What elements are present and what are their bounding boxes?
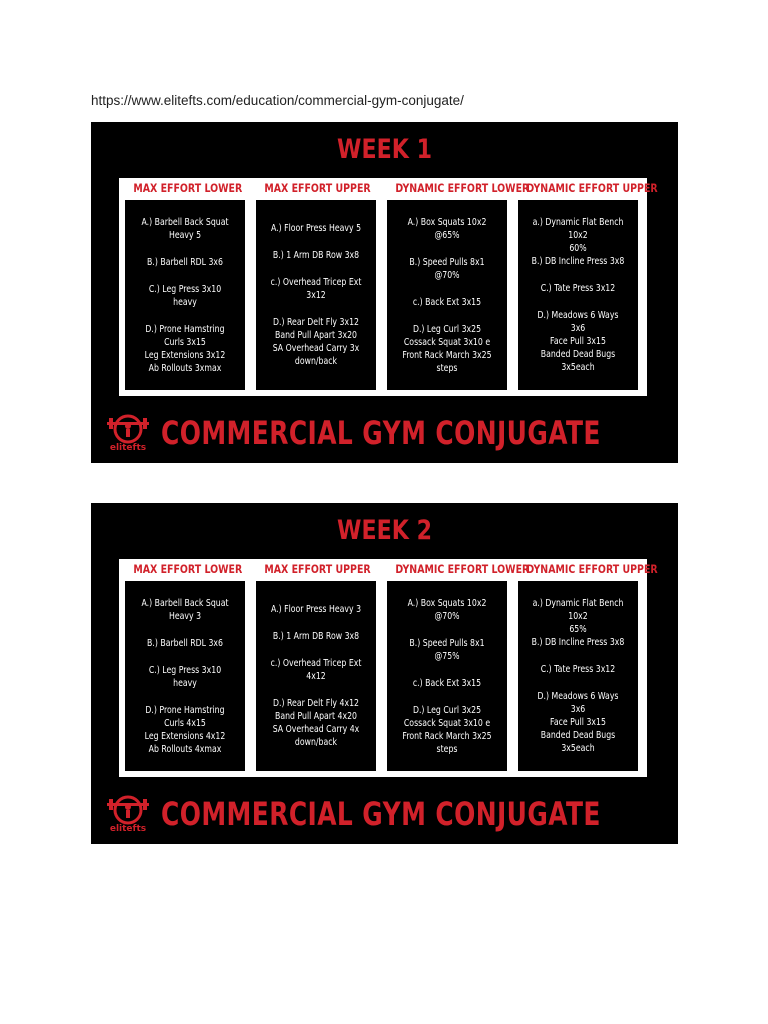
exercise-item: B.) Speed Pulls 8x1 @70% (409, 256, 485, 281)
column-dynamic-effort-upper (515, 559, 658, 777)
exercise-item: C.) Tate Press 3x12 (540, 283, 616, 294)
week-title: WEEK 1 (337, 134, 432, 165)
week-2-graphic (91, 503, 678, 844)
exercise-item: A.) Barbell Back Squat Heavy 3 (141, 597, 229, 622)
exercise-item: c.) Overhead Tricep Ext 3x12 (270, 277, 362, 301)
exercise-item: D.) Leg Curl 3x25 Cossack Squat 3x10 e Front Rack March 3x25 steps (402, 704, 492, 755)
exercise-item: D.) Prone Hamstring Curls 3x15 Leg Extensions 3x12 Ab Rollouts 3xmax (144, 323, 226, 374)
column-max-effort-lower (122, 178, 248, 396)
column-heading: MAX EFFORT UPPER (264, 562, 371, 576)
exercise-box (387, 581, 507, 771)
column-heading: DYNAMIC EFFORT LOWER (395, 562, 530, 576)
exercise-item: B.) Barbell RDL 3x6 (147, 637, 223, 649)
workout-grid (119, 178, 658, 396)
source-url[interactable]: https://www.elitefts.com/education/commercial-gym-conjugate/ (91, 93, 464, 108)
exercise-item: c.) Overhead Tricep Ext 4x12 (270, 658, 362, 682)
column-max-effort-upper (253, 178, 379, 396)
column-max-effort-upper (253, 559, 379, 777)
exercise-item: c.) Back Ext 3x15 (412, 677, 482, 689)
column-dynamic-effort-lower (384, 178, 530, 396)
exercise-box (256, 581, 376, 771)
column-heading: DYNAMIC EFFORT LOWER (395, 181, 530, 195)
column-dynamic-effort-upper (515, 178, 658, 396)
exercise-box (125, 581, 245, 771)
exercise-item: a.) Dynamic Flat Bench 10x2 60% B.) DB Incline Press 3x8 (531, 217, 625, 267)
column-dynamic-effort-lower (384, 559, 530, 777)
exercise-item: B.) Barbell RDL 3x6 (147, 256, 223, 268)
exercise-item: A.) Barbell Back Squat Heavy 5 (141, 216, 229, 241)
exercise-item: A.) Floor Press Heavy 3 (270, 604, 362, 615)
exercise-item: C.) Tate Press 3x12 (540, 664, 616, 675)
brand-title: COMMERCIAL GYM CONJUGATE (161, 414, 601, 452)
brand-banner (103, 412, 663, 452)
exercise-item: B.) Speed Pulls 8x1 @75% (409, 637, 485, 662)
exercise-item: D.) Meadows 6 Ways 3x6 Face Pull 3x15 Banded Dead Bugs 3x5each (537, 310, 619, 373)
exercise-box (125, 200, 245, 390)
exercise-item: B.) 1 Arm DB Row 3x8 (272, 631, 360, 642)
exercise-item: C.) Leg Press 3x10 heavy (148, 283, 222, 308)
exercise-item: D.) Meadows 6 Ways 3x6 Face Pull 3x15 Banded Dead Bugs 3x5each (537, 691, 619, 754)
exercise-item: C.) Leg Press 3x10 heavy (148, 664, 222, 689)
workout-grid (119, 559, 658, 777)
week-title: WEEK 2 (337, 515, 432, 546)
logo-wordmark: elitefts (109, 443, 147, 452)
logo-wordmark: elitefts (109, 824, 147, 833)
exercise-item: a.) Dynamic Flat Bench 10x2 65% B.) DB Incline Press 3x8 (531, 598, 625, 648)
column-heading: DYNAMIC EFFORT UPPER (526, 562, 658, 576)
exercise-item: D.) Rear Delt Fly 4x12 Band Pull Apart 4x20 SA Overhead Carry 4x down/back (272, 698, 360, 748)
week-1-graphic (91, 122, 678, 463)
exercise-item: D.) Leg Curl 3x25 Cossack Squat 3x10 e Front Rack March 3x25 steps (402, 323, 492, 374)
column-max-effort-lower (122, 559, 248, 777)
exercise-box (518, 581, 638, 771)
exercise-item: c.) Back Ext 3x15 (412, 296, 482, 308)
exercise-item: A.) Box Squats 10x2 @70% (407, 597, 487, 622)
elitefts-logo-icon (103, 412, 153, 452)
column-heading: MAX EFFORT LOWER (133, 181, 243, 195)
exercise-box (256, 200, 376, 390)
exercise-item: A.) Floor Press Heavy 5 (270, 223, 362, 234)
exercise-item: D.) Prone Hamstring Curls 4x15 Leg Extensions 4x12 Ab Rollouts 4xmax (144, 704, 226, 755)
column-heading: MAX EFFORT LOWER (133, 562, 243, 576)
exercise-box (518, 200, 638, 390)
brand-banner (103, 793, 663, 833)
column-heading: MAX EFFORT UPPER (264, 181, 371, 195)
exercise-item: D.) Rear Delt Fly 3x12 Band Pull Apart 3x20 SA Overhead Carry 3x down/back (272, 317, 360, 367)
column-heading: DYNAMIC EFFORT UPPER (526, 181, 658, 195)
brand-title: COMMERCIAL GYM CONJUGATE (161, 795, 601, 833)
exercise-item: B.) 1 Arm DB Row 3x8 (272, 250, 360, 261)
exercise-box (387, 200, 507, 390)
elitefts-logo-icon (103, 793, 153, 833)
exercise-item: A.) Box Squats 10x2 @65% (407, 216, 487, 241)
